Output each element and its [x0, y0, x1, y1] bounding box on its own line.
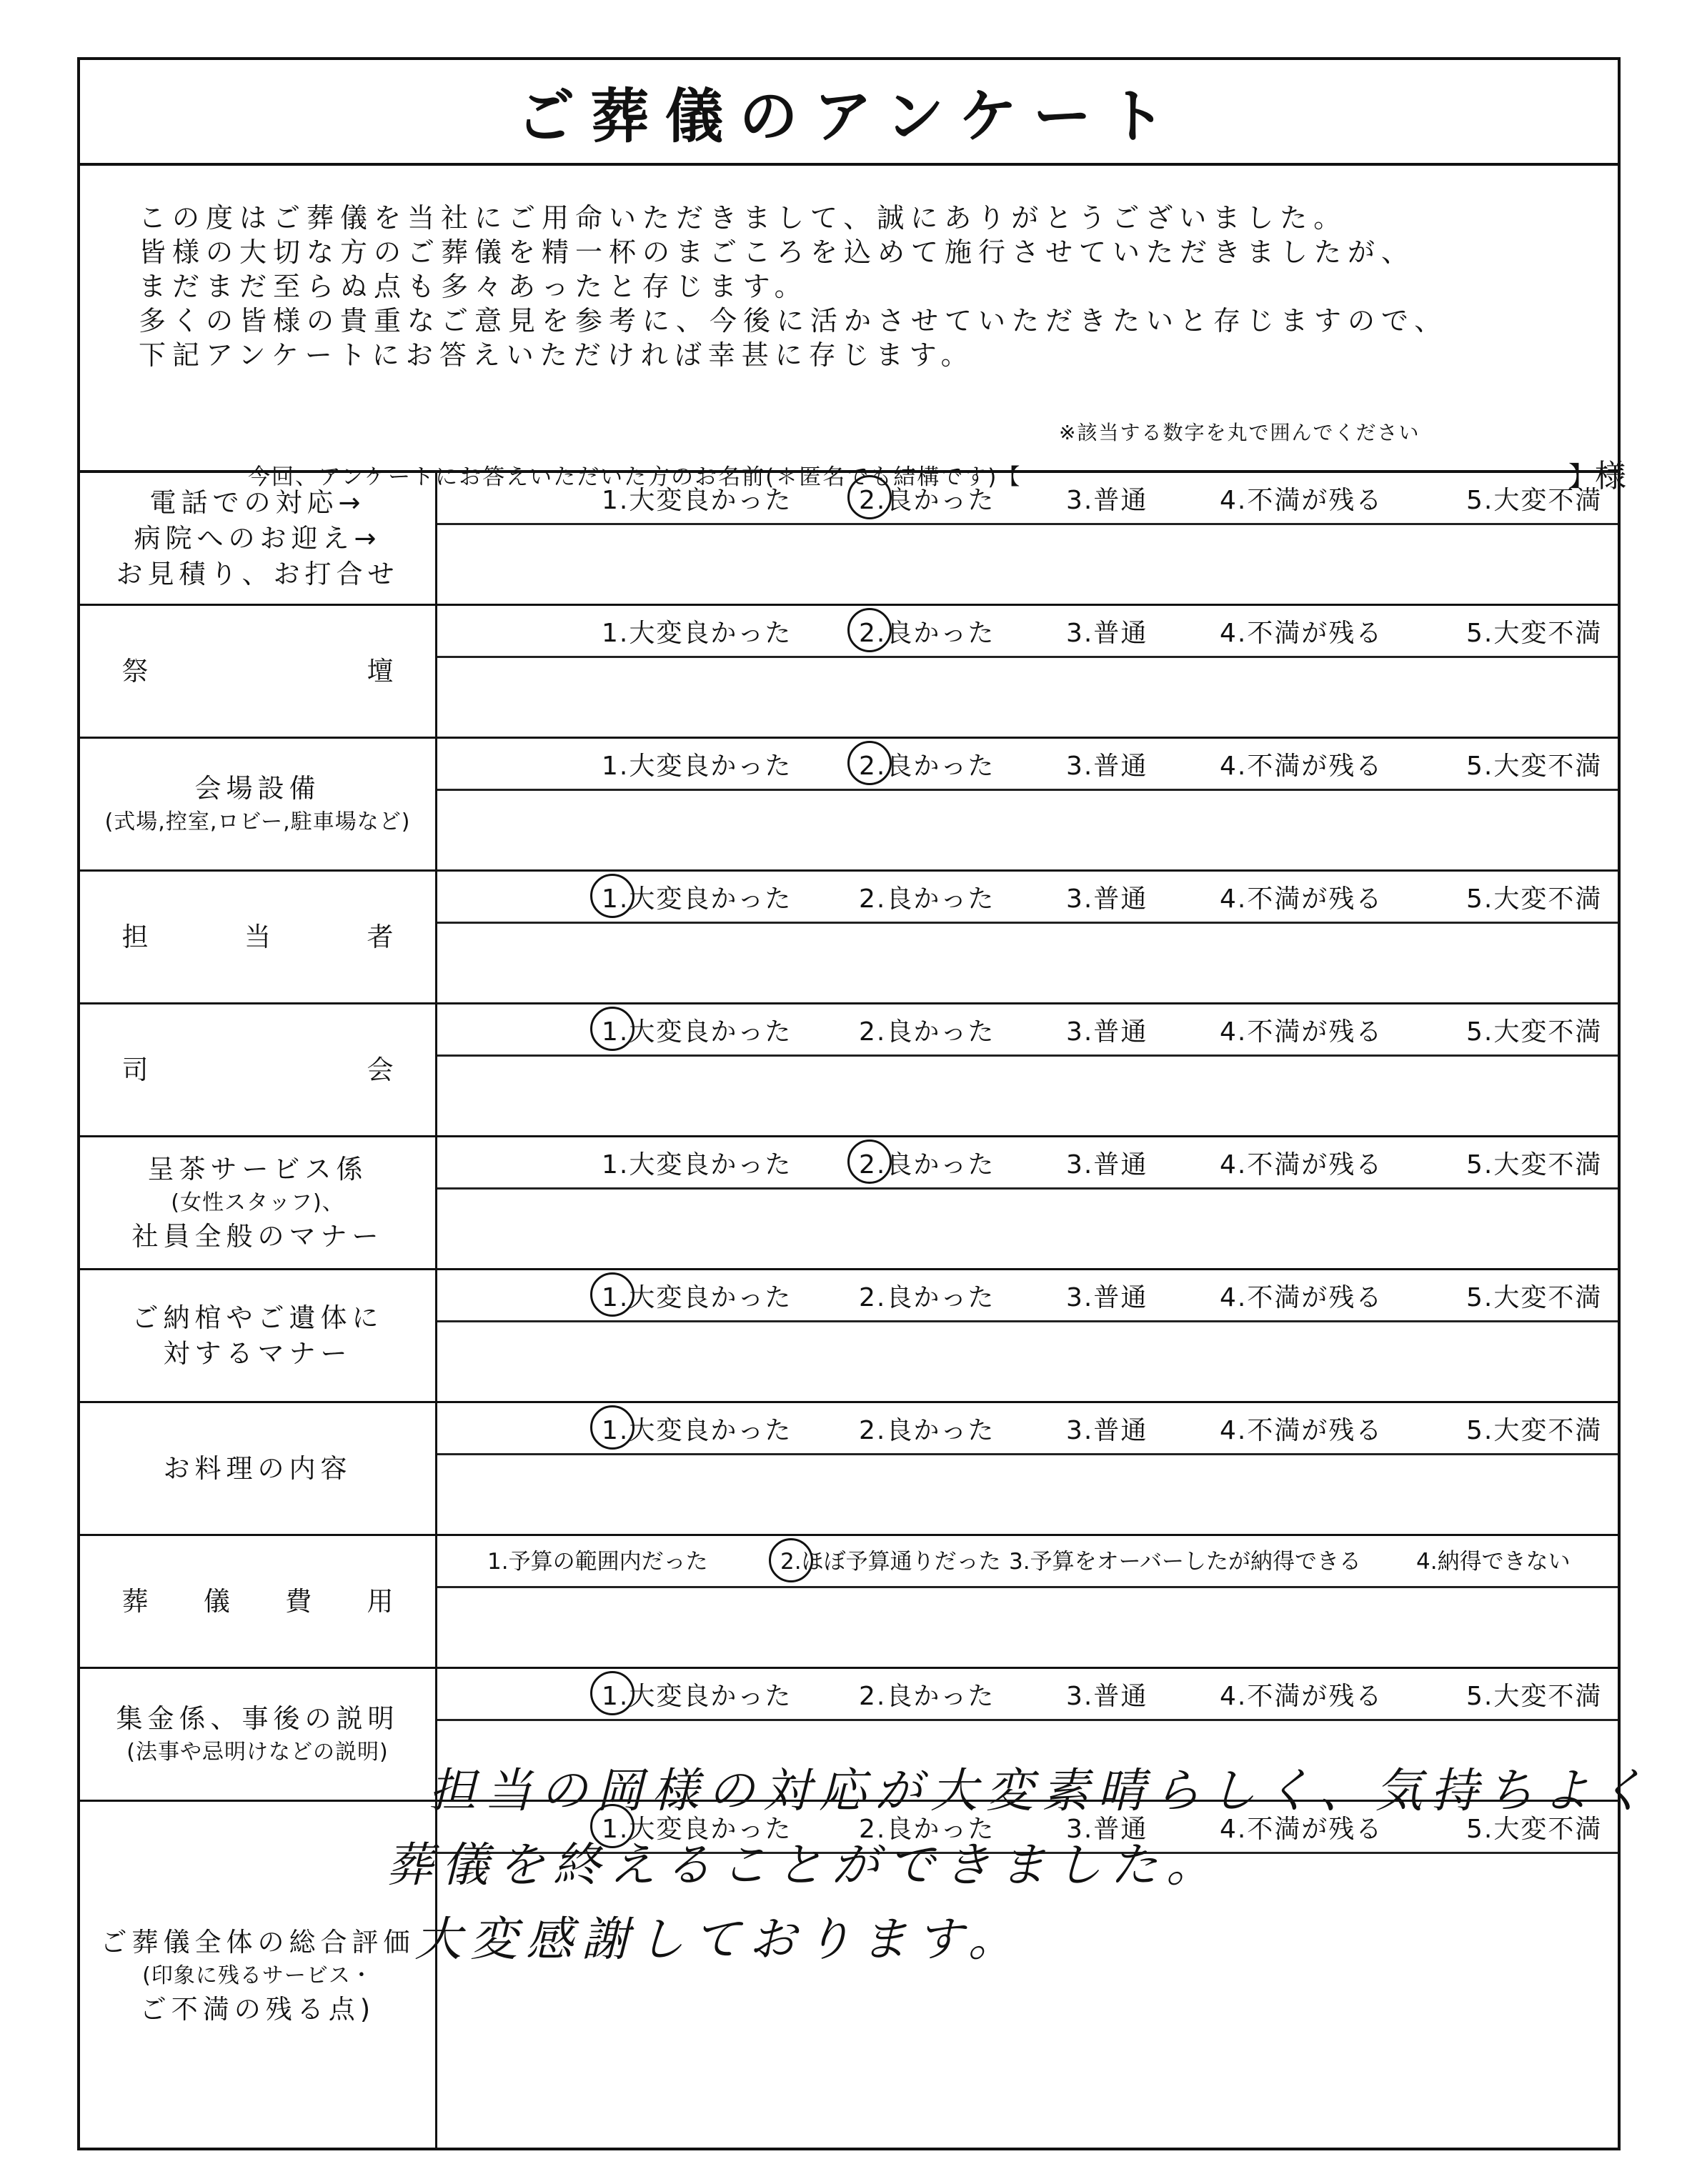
intro-section	[80, 166, 1626, 494]
option-5[interactable]: 5.大変不満	[1466, 1815, 1603, 1844]
table-row	[80, 1536, 1618, 1669]
option-1[interactable]: 1.大変良かった	[602, 486, 792, 515]
row-label-line: 病院へのお迎え→	[134, 522, 382, 554]
option-1[interactable]: 1.大変良かった	[602, 1150, 792, 1180]
option-3[interactable]: 3.普通	[1066, 884, 1148, 914]
option-1[interactable]: 1.大変良かった	[602, 619, 792, 648]
option-3[interactable]: 3.普通	[1066, 1150, 1148, 1180]
selection-circle	[590, 1272, 635, 1317]
option-rule	[437, 1719, 1618, 1721]
option-2[interactable]: 2.良かった	[859, 1416, 995, 1445]
option-5[interactable]: 5.大変不満	[1466, 1682, 1603, 1711]
name-prompt: 今回、アンケートにお答えいただいた方のお名前(＊匿名でも結構です)【	[248, 464, 1022, 490]
selection-circle	[847, 741, 892, 785]
option-4[interactable]: 4.不満が残る	[1220, 1283, 1383, 1312]
option-2[interactable]: 2.良かった	[859, 1283, 995, 1312]
option-2[interactable]: 2.良かった	[859, 1682, 995, 1711]
option-4[interactable]: 4.不満が残る	[1220, 1150, 1383, 1180]
option-2[interactable]: 2.ほぼ予算通りだった	[780, 1549, 1001, 1575]
selection-circle	[590, 1007, 635, 1051]
row-label-char: 費	[285, 1585, 312, 1617]
row-label-line: ご葬儀全体の総合評価	[100, 1927, 415, 1958]
row-label-line: 対するマナー	[163, 1337, 352, 1369]
row-label-char: 会	[367, 1054, 394, 1085]
row-label	[80, 1669, 437, 1800]
option-4[interactable]: 4.不満が残る	[1220, 884, 1383, 914]
option-4[interactable]: 4.不満が残る	[1220, 1682, 1383, 1711]
selection-circle	[847, 1140, 892, 1184]
option-3[interactable]: 3.普通	[1066, 1682, 1148, 1711]
option-4[interactable]: 4.不満が残る	[1220, 752, 1383, 781]
option-3[interactable]: 3.予算をオーバーしたが納得できる	[1009, 1549, 1362, 1575]
row-label	[80, 1403, 437, 1534]
option-3[interactable]: 3.普通	[1066, 1815, 1148, 1844]
row-label-line	[122, 1584, 394, 1620]
row-label-line: (法事や忌明けなどの説明)	[126, 1739, 389, 1765]
option-rule	[437, 1586, 1618, 1588]
intro-line: この度はご葬儀を当社にご用命いただきまして、誠にありがとうございました。	[139, 202, 1348, 234]
row-label	[80, 1270, 437, 1401]
option-rule	[437, 789, 1618, 791]
intro-line: 下記アンケートにお答えいただければ幸甚に存じます。	[139, 339, 975, 371]
selection-circle	[847, 608, 892, 652]
option-2[interactable]: 2.良かった	[859, 752, 995, 781]
option-1[interactable]: 1.大変良かった	[602, 1283, 792, 1312]
comment-line: 葬儀を終えることができました。	[386, 1838, 1222, 1893]
row-label-line: ご納棺やご遺体に	[131, 1302, 384, 1333]
row-label-char: 担	[121, 921, 149, 952]
option-5[interactable]: 5.大変不満	[1466, 486, 1603, 515]
row-label-line: 電話での対応→	[149, 487, 366, 518]
option-1[interactable]: 1.予算の範囲内だった	[487, 1549, 708, 1575]
row-label	[80, 739, 437, 869]
option-3[interactable]: 3.普通	[1066, 752, 1148, 781]
row-label-char: 者	[367, 921, 394, 952]
option-rule	[437, 1453, 1618, 1455]
row-label	[80, 1536, 437, 1667]
row-label	[80, 1137, 437, 1268]
option-3[interactable]: 3.普通	[1066, 486, 1148, 515]
option-4[interactable]: 4.納得できない	[1416, 1549, 1571, 1575]
option-3[interactable]: 3.普通	[1066, 1283, 1148, 1312]
row-label-line: (女性スタッフ)、	[171, 1190, 344, 1215]
comment-line: 担当の岡様の対応が大変素晴らしく、気持ちよく	[429, 1763, 1654, 1818]
option-4[interactable]: 4.不満が残る	[1220, 1416, 1383, 1445]
option-1[interactable]: 1.大変良かった	[602, 1017, 792, 1047]
row-label-line: 社員全般のマナー	[131, 1220, 384, 1252]
row-label-line: 会場設備	[194, 772, 321, 804]
handwritten-comment	[386, 1754, 1654, 1977]
option-2[interactable]: 2.良かった	[859, 1150, 995, 1180]
row-label	[80, 606, 437, 737]
row-label-char: 祭	[121, 655, 149, 687]
option-4[interactable]: 4.不満が残る	[1220, 1017, 1383, 1047]
option-rule	[437, 1054, 1618, 1057]
option-5[interactable]: 5.大変不満	[1466, 884, 1603, 914]
row-label-line	[122, 654, 394, 689]
row-label-line: お見積り、お打合せ	[116, 558, 399, 589]
row-label-char: 当	[244, 921, 271, 952]
row-label-line: (印象に残るサービス・	[142, 1963, 373, 1988]
row-label-char: 儀	[203, 1585, 230, 1617]
table-row	[80, 1403, 1618, 1536]
option-2[interactable]: 2.良かった	[859, 1017, 995, 1047]
option-1[interactable]: 1.大変良かった	[602, 884, 792, 914]
option-1[interactable]: 1.大変良かった	[602, 1682, 792, 1711]
option-rule	[437, 1187, 1618, 1190]
row-label-char: 司	[121, 1054, 149, 1085]
table-row	[80, 606, 1618, 739]
name-bracket-close: 】	[1568, 461, 1596, 492]
page-title: ご葬儀のアンケート	[516, 82, 1182, 151]
option-4[interactable]: 4.不満が残る	[1220, 486, 1383, 515]
option-5[interactable]: 5.大変不満	[1466, 1283, 1603, 1312]
row-label-line: 呈茶サービス係	[147, 1153, 368, 1185]
row-label-line: お料理の内容	[163, 1452, 352, 1484]
option-3[interactable]: 3.普通	[1066, 1416, 1148, 1445]
option-4[interactable]: 4.不満が残る	[1220, 1815, 1383, 1844]
option-2[interactable]: 2.良かった	[859, 486, 995, 515]
row-label	[80, 1802, 437, 2150]
option-5[interactable]: 5.大変不満	[1466, 619, 1603, 648]
option-2[interactable]: 2.良かった	[859, 619, 995, 648]
option-1[interactable]: 1.大変良かった	[602, 1815, 792, 1844]
option-4[interactable]: 4.不満が残る	[1220, 619, 1383, 648]
row-label-char: 壇	[367, 655, 394, 687]
option-1[interactable]: 1.大変良かった	[602, 1416, 792, 1445]
option-rule	[437, 922, 1618, 924]
option-5[interactable]: 5.大変不満	[1466, 1017, 1603, 1047]
option-rule	[437, 1320, 1618, 1322]
table-row	[80, 872, 1618, 1004]
row-label-line: 集金係、事後の説明	[116, 1702, 399, 1734]
comment-line: 大変感謝しております。	[414, 1912, 1024, 1967]
title-box	[80, 60, 1618, 166]
selection-circle	[847, 475, 892, 519]
table-row	[80, 739, 1618, 872]
row-label	[80, 1004, 437, 1135]
option-2[interactable]: 2.良かった	[859, 1815, 995, 1844]
row-label-line	[122, 919, 394, 955]
option-3[interactable]: 3.普通	[1066, 1017, 1148, 1047]
option-3[interactable]: 3.普通	[1066, 619, 1148, 648]
row-label-char: 葬	[121, 1585, 149, 1617]
intro-line: まだまだ至らぬ点も多々あったと存じます。	[139, 271, 808, 302]
intro-line: 皆様の大切な方のご葬儀を精一杯のまごころを込めて施行させていただきましたが、	[139, 236, 1415, 268]
table-row	[80, 1137, 1618, 1270]
table-row	[80, 1270, 1618, 1403]
table-row	[80, 473, 1618, 606]
selection-circle	[590, 1405, 635, 1450]
option-5[interactable]: 5.大変不満	[1466, 752, 1603, 781]
option-5[interactable]: 5.大変不満	[1466, 1150, 1603, 1180]
table-row	[80, 1004, 1618, 1137]
selection-circle	[590, 1671, 635, 1715]
row-label	[80, 473, 437, 604]
selection-circle	[590, 874, 635, 918]
selection-circle	[769, 1538, 813, 1582]
option-2[interactable]: 2.良かった	[859, 884, 995, 914]
intro-line: 多くの皆様の貴重なご意見を参考に、今後に活かさせていただきたいと存じますので、	[139, 305, 1448, 336]
option-5[interactable]: 5.大変不満	[1466, 1416, 1603, 1445]
row-label-char: 用	[367, 1585, 394, 1617]
instruction-note: ※該当する数字を丸で囲んでください	[1059, 421, 1420, 444]
option-rule	[437, 523, 1618, 525]
option-1[interactable]: 1.大変良かった	[602, 752, 792, 781]
row-label-line	[122, 1052, 394, 1088]
option-rule	[437, 656, 1618, 658]
row-label	[80, 872, 437, 1002]
row-label-line: (式場,控室,ロビー,駐車場など)	[104, 809, 411, 834]
name-suffix: 様	[1595, 458, 1626, 494]
row-label-line: ご不満の残る点)	[139, 1994, 376, 2025]
